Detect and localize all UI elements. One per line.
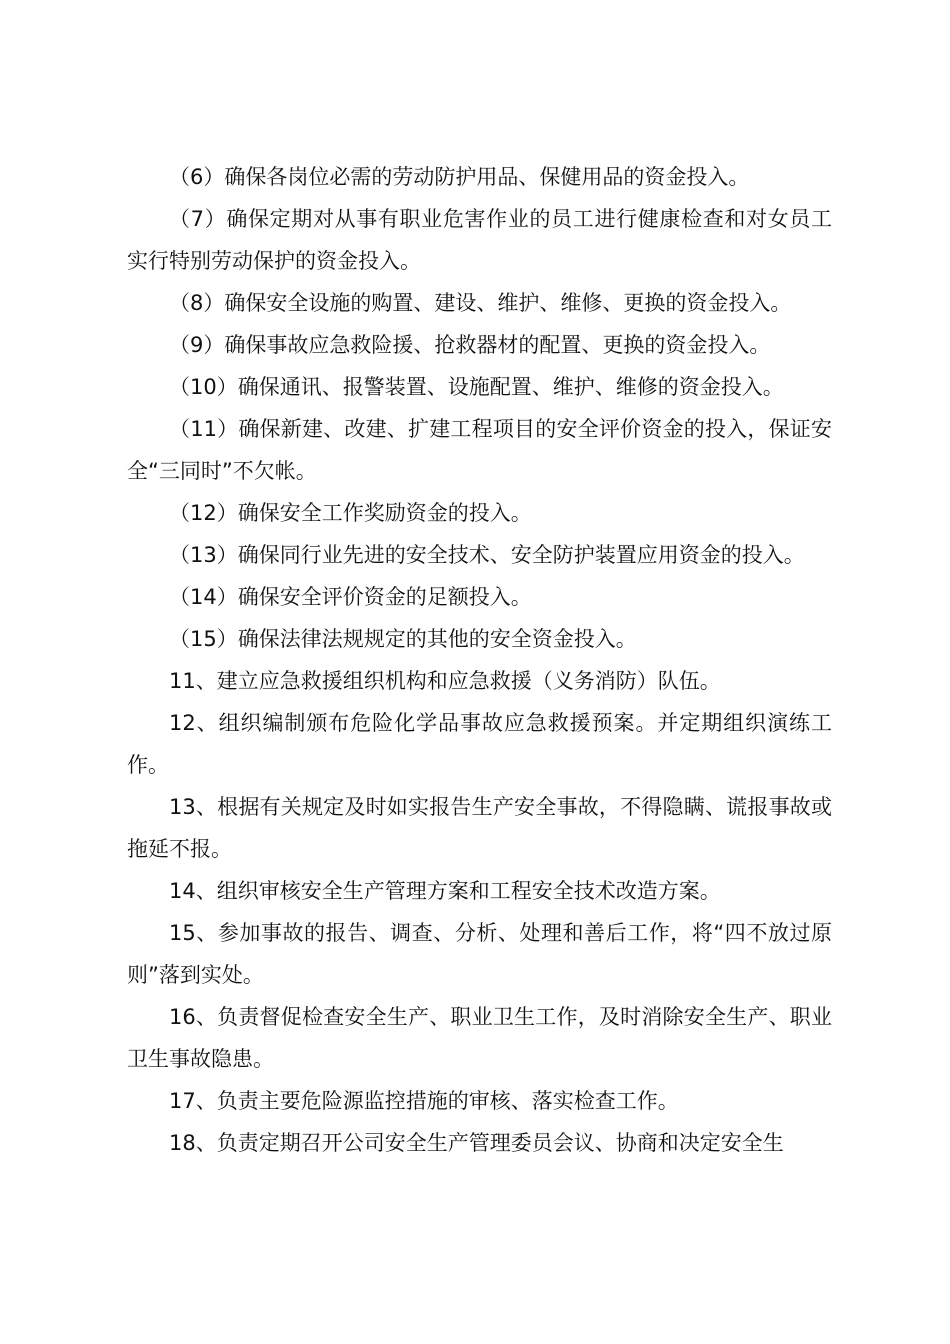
paragraph-section-14: 14、组织审核安全生产管理方案和工程安全技术改造方案。 [169, 879, 721, 903]
paragraph-item-14: （14）确保安全评价资金的足额投入。 [169, 585, 532, 609]
paragraph-section-17: 17、负责主要危险源监控措施的审核、落实检查工作。 [169, 1089, 679, 1113]
paragraph-section-16: 16、负责督促检查安全生产、职业卫生工作，及时消除安全生产、职业卫生事故隐患。 [127, 1005, 832, 1071]
paragraph-item-8: （8）确保安全设施的购置、建设、维护、维修、更换的资金投入。 [169, 291, 792, 315]
paragraph-section-13: 13、根据有关规定及时如实报告生产安全事故，不得隐瞒、谎报事故或拖延不报。 [127, 795, 832, 861]
paragraph-item-12: （12）确保安全工作奖励资金的投入。 [169, 501, 532, 525]
paragraph-item-15: （15）确保法律法规规定的其他的安全资金投入。 [169, 627, 637, 651]
paragraph-item-9: （9）确保事故应急救险援、抢救器材的配置、更换的资金投入。 [169, 333, 771, 357]
paragraph-section-11: 11、建立应急救援组织机构和应急救援（义务消防）队伍。 [169, 669, 721, 693]
paragraph-section-18: 18、负责定期召开公司安全生产管理委员会议、协商和决定安全生 [169, 1131, 784, 1155]
paragraph-item-10: （10）确保通讯、报警装置、设施配置、维护、维修的资金投入。 [169, 375, 784, 399]
document-body [127, 156, 832, 1164]
paragraph-item-7: （7）确保定期对从事有职业危害作业的员工进行健康检查和对女员工实行特别劳动保护的资金投入。 [127, 207, 832, 273]
paragraph-section-12: 12、组织编制颁布危险化学品事故应急救援预案。并定期组织演练工作。 [127, 711, 832, 777]
paragraph-item-13: （13）确保同行业先进的安全技术、安全防护装置应用资金的投入。 [169, 543, 805, 567]
paragraph-item-6: （6）确保各岗位必需的劳动防护用品、保健用品的资金投入。 [169, 165, 750, 189]
paragraph-section-15: 15、参加事故的报告、调查、分析、处理和善后工作，将“四不放过原则”落到实处。 [127, 921, 832, 987]
paragraph-item-11: （11）确保新建、改建、扩建工程项目的安全评价资金的投入，保证安全“三同时”不欠帐。 [127, 417, 832, 483]
